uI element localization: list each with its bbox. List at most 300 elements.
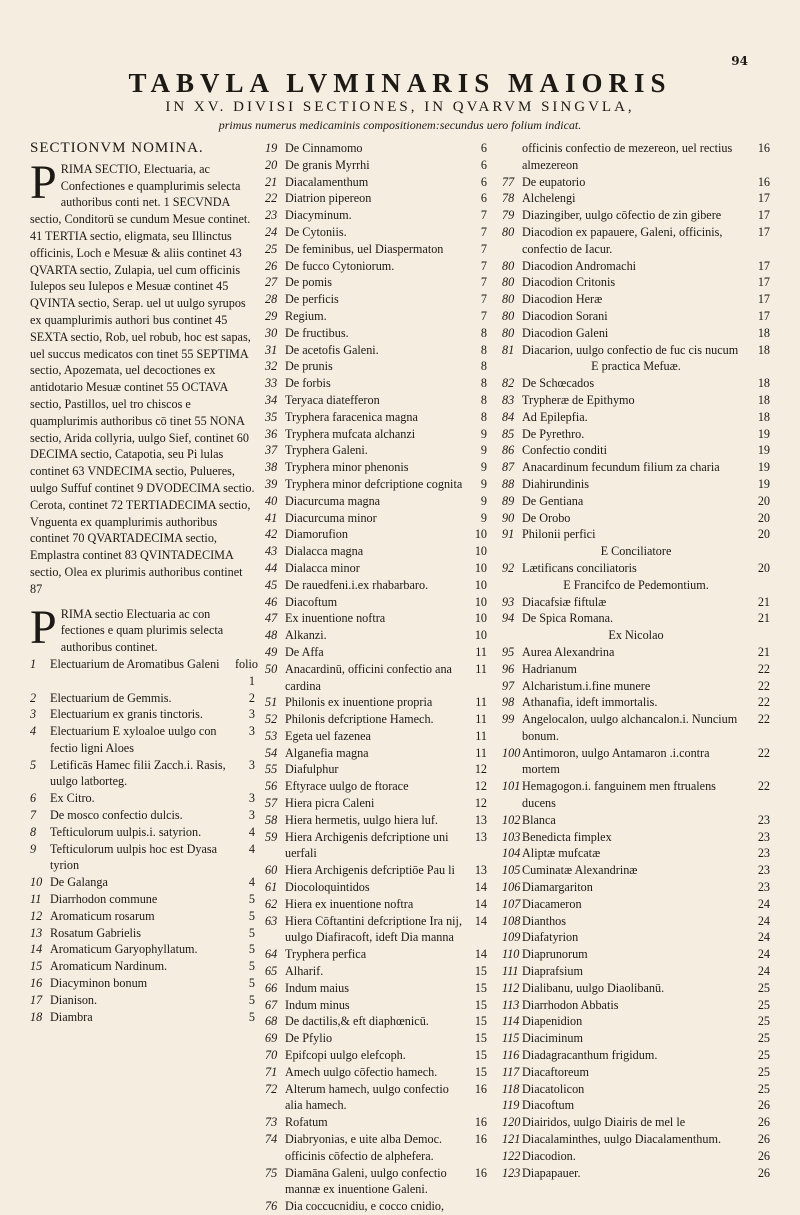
list-item (502, 375, 770, 392)
entry-folio: 14 (474, 896, 487, 911)
entry-title: Diamargariton (522, 880, 593, 895)
entry-number: 47 (265, 611, 278, 626)
entry-number: 6 (30, 791, 37, 806)
entry-number: 42 (265, 527, 278, 542)
entry-number: 114 (502, 1014, 520, 1029)
entry-folio: 4 (248, 841, 255, 856)
entry-number: 80 (502, 258, 515, 273)
entry-title: Diarrhodon Abbatis (522, 997, 619, 1012)
entry-title: Electuarium ex granis tinctoris. (50, 707, 203, 722)
entry-title: Diacalaminthes, uulgo Diacalamenthum. (522, 1132, 721, 1147)
entry-title: Diaprunorum (522, 947, 588, 962)
entry-title: De eupatorio (522, 174, 586, 189)
entry-number: 100 (502, 745, 521, 760)
entry-number: 54 (265, 745, 278, 760)
entry-folio: 9 (480, 510, 487, 525)
list-item (502, 694, 770, 711)
entry-folio: 5 (248, 959, 255, 974)
entry-number: 106 (502, 880, 521, 895)
entry-title: Diatrion pipereon (285, 191, 372, 206)
entry-title: Amech uulgo cōfectio hamech. (285, 1064, 438, 1079)
list-item (265, 1165, 487, 1199)
entry-number: 31 (265, 342, 278, 357)
entry-title: Tefticulorum uulpis.i. satyrion. (50, 824, 202, 839)
entry-number: 41 (265, 510, 278, 525)
entry-folio: 26 (757, 1148, 770, 1163)
entry-title: Diacoftum (285, 594, 338, 609)
list-item (502, 358, 770, 375)
list-item (502, 392, 770, 409)
entry-folio: 15 (474, 997, 487, 1012)
entry-title: Diazingiber, uulgo cōfectio de zin gibere (522, 208, 722, 223)
list-item (265, 1064, 487, 1081)
entry-title: Alkanzi. (285, 628, 327, 643)
entry-title: Diacameron (522, 896, 582, 911)
entry-number: 111 (502, 964, 519, 979)
entry-title: Alharif. (285, 964, 324, 979)
entry-list (265, 140, 487, 1215)
list-item (265, 577, 487, 594)
list-item (502, 862, 770, 879)
entry-folio: 7 (480, 275, 487, 290)
list-item (30, 874, 255, 891)
entry-number: 67 (265, 997, 278, 1012)
entry-number: 8 (30, 824, 37, 839)
entry-title: Diacodion Heræ (522, 292, 603, 307)
entry-number: 108 (502, 913, 521, 928)
entry-number: 26 (265, 258, 278, 273)
list-item (265, 913, 487, 947)
entry-number: 80 (502, 224, 515, 239)
entry-folio: 5 (248, 925, 255, 940)
entry-title: Hemagogon.i. fanguinem men ftrualens ducens (522, 779, 716, 811)
entry-title: Philonis defcriptione Hamech. (285, 712, 434, 727)
entry-folio: 24 (757, 896, 770, 911)
entry-title: Diabryonias, e uite alba Democ. officinis cōfectio de alphefera. (285, 1132, 443, 1163)
entry-number: 24 (265, 224, 278, 239)
entry-folio: 11 (475, 661, 487, 676)
list-item (265, 342, 487, 359)
list-item (502, 745, 770, 779)
list-item (502, 224, 770, 258)
entry-folio: 20 (757, 493, 770, 508)
list-item (265, 1081, 487, 1115)
entry-folio: 5 (248, 992, 255, 1007)
entry-folio: 26 (757, 1115, 770, 1130)
entry-title: Ad Epilepfia. (522, 409, 588, 424)
entry-number: 95 (502, 644, 515, 659)
entry-folio: 8 (480, 359, 487, 374)
entry-folio: 16 (474, 1165, 487, 1180)
list-item (502, 442, 770, 459)
entry-folio: 9 (480, 426, 487, 441)
entry-title: Teryaca diatefferon (285, 392, 380, 407)
list-item (265, 610, 487, 627)
entry-title: Rosatum Gabrielis (50, 925, 142, 940)
list-item (265, 1198, 487, 1215)
entry-title: Aromaticum Garyophyllatum. (50, 942, 198, 957)
list-item (502, 1097, 770, 1114)
entry-folio: folio 1 (235, 656, 259, 688)
entry-title: Blanca (522, 812, 556, 827)
list-item (265, 862, 487, 879)
entry-title: Diafulphur (285, 762, 339, 777)
entry-folio: 9 (480, 443, 487, 458)
entry-title: De Spica Romana. (522, 611, 614, 626)
entry-title: Ex inuentione noftra (285, 611, 386, 626)
entry-folio: 24 (757, 964, 770, 979)
list-item (265, 594, 487, 611)
entry-number: 71 (265, 1064, 278, 1079)
entry-folio: 16 (474, 1115, 487, 1130)
list-item (30, 841, 255, 875)
list-item (265, 157, 487, 174)
entry-title: Diapapauer. (522, 1165, 581, 1180)
entry-title: Letificās Hamec filii Zacch.i. Rasis, uulgo latborteg. (50, 757, 226, 789)
page-subtitle: IN XV. DIVISI SECTIONES, IN QVARVM SINGVLA, (165, 99, 635, 115)
entry-folio: 20 (757, 560, 770, 575)
entry-title: Diacaftoreum (522, 1064, 589, 1079)
entry-folio: 6 (480, 141, 487, 155)
list-item (502, 207, 770, 224)
list-item (502, 1165, 770, 1182)
entry-title: Tryphera perfica (285, 947, 367, 962)
entry-folio: 10 (474, 577, 487, 592)
entry-folio: 7 (480, 208, 487, 223)
entry-number: 117 (502, 1064, 520, 1079)
entry-number: 118 (502, 1081, 520, 1096)
entry-number: 98 (502, 695, 515, 710)
entry-title: Ex Citro. (50, 791, 95, 806)
entry-number: 56 (265, 779, 278, 794)
list-item (265, 409, 487, 426)
column-3 (502, 140, 770, 1181)
entry-folio: 21 (757, 611, 770, 626)
entry-folio: 22 (757, 712, 770, 727)
entry-title: E Francifco de Pedemontium. (563, 577, 709, 592)
entry-title: Diacyminon bonum (50, 976, 148, 991)
entry-title: Diacodion Sorani (522, 308, 608, 323)
entry-title: Diapenidion (522, 1014, 583, 1029)
entry-folio: 17 (757, 308, 770, 323)
entry-title: Dianthos (522, 913, 567, 928)
entry-title: Tryphera faracenica magna (285, 409, 418, 424)
list-item (265, 778, 487, 795)
entry-number: 51 (265, 695, 278, 710)
page-number: 94 (731, 54, 748, 68)
entry-number: 112 (502, 980, 520, 995)
entry-number: 123 (502, 1165, 521, 1180)
entry-folio: 23 (757, 880, 770, 895)
entry-folio: 22 (757, 745, 770, 760)
list-item (265, 274, 487, 291)
entry-title: E Conciliatore (600, 544, 672, 559)
entry-folio: 12 (474, 762, 487, 777)
entry-folio: 24 (757, 947, 770, 962)
list-item (502, 1047, 770, 1064)
list-item (502, 258, 770, 275)
list-item (265, 997, 487, 1014)
entry-folio: 2 (248, 690, 255, 705)
list-item (265, 241, 487, 258)
entry-title: E practica Mefuæ. (591, 359, 681, 374)
list-item (265, 207, 487, 224)
entry-number: 22 (265, 191, 278, 206)
entry-title: Confectio conditi (522, 443, 607, 458)
entry-number: 73 (265, 1115, 278, 1130)
entry-folio: 17 (757, 292, 770, 307)
list-item (265, 627, 487, 644)
entry-title: De acetofis Galeni. (285, 342, 379, 357)
entry-title: Tefticulorum uulpis hoc est Dyasa tyrion (50, 841, 218, 873)
list-item (265, 140, 487, 157)
entry-number: 37 (265, 443, 278, 458)
entry-title: Trypheræ de Epithymo (522, 392, 635, 407)
list-item (265, 1030, 487, 1047)
entry-title: Diamāna Galeni, uulgo confectio mannæ ex inuentione Galeni. (285, 1165, 447, 1197)
entry-title: Diacodion Galeni (522, 325, 609, 340)
list-item (265, 980, 487, 997)
entry-title: Eftyrace uulgo de ftorace (285, 779, 409, 794)
entry-title: Diacarion, uulgo confectio de fuc cis nucum (522, 342, 739, 357)
entry-number: 102 (502, 812, 521, 827)
entry-title: Diacurcuma magna (285, 493, 381, 508)
list-item (265, 543, 487, 560)
entry-title: Diacodion. (522, 1148, 576, 1163)
entry-title: De fucco Cytoniorum. (285, 258, 395, 273)
list-item (502, 610, 770, 627)
entry-number: 2 (30, 690, 37, 705)
entry-number: 82 (502, 376, 515, 391)
list-item (502, 342, 770, 359)
entry-number: 9 (30, 841, 37, 856)
entry-number: 69 (265, 1031, 278, 1046)
entry-title: Rofatum (285, 1115, 328, 1130)
list-item (30, 706, 255, 723)
list-item (265, 1047, 487, 1064)
entry-folio: 9 (480, 460, 487, 475)
list-item (502, 1064, 770, 1081)
entry-number: 53 (265, 728, 278, 743)
entry-number: 122 (502, 1148, 521, 1163)
entry-folio: 17 (757, 208, 770, 223)
entry-folio: 9 (480, 493, 487, 508)
entry-title: De granis Myrrhi (285, 157, 370, 172)
list-item (265, 1013, 487, 1030)
entry-folio: 23 (757, 829, 770, 844)
entry-number: 45 (265, 577, 278, 592)
entry-number: 7 (30, 808, 37, 823)
entry-folio: 14 (474, 880, 487, 895)
list-item (30, 925, 255, 942)
list-item (502, 1030, 770, 1047)
list-item (265, 946, 487, 963)
list-item (265, 526, 487, 543)
list-item (265, 711, 487, 728)
entry-title: Ex Nicolao (608, 628, 664, 643)
entry-folio: 11 (475, 644, 487, 659)
entry-folio: 19 (757, 443, 770, 458)
list-item (502, 459, 770, 476)
entry-number: 99 (502, 712, 515, 727)
list-item (30, 757, 255, 791)
entry-folio: 18 (757, 325, 770, 340)
entry-number: 104 (502, 846, 521, 861)
entry-title: De rauedfeni.i.ex rhabarbaro. (285, 577, 429, 592)
entry-title: De pomis (285, 275, 333, 290)
entry-number: 57 (265, 796, 278, 811)
page-subtitle-note: primus numerus medicaminis compositionem:secundus uero folium indicat. (218, 118, 582, 132)
entry-folio: 18 (757, 376, 770, 391)
entry-folio: 10 (474, 544, 487, 559)
entry-number: 29 (265, 308, 278, 323)
entry-title: Philonis ex inuentione propria (285, 695, 433, 710)
entry-folio: 15 (474, 1031, 487, 1046)
list-item (265, 325, 487, 342)
entry-number: 86 (502, 443, 515, 458)
sections-text: RIMA SECTIO, Electuaria, ac Confectiones e quamplurimis selecta authoribus conti net. 1 SECVNDA sectio, Conditorū se cundum Mesue continet. 41 TERTIA sectio, eligmata, seu Illinctus officinis, Loch e Mesuæ & aliis continet 43 QVARTA sectio, Zulapia, uel cum officinis Iulepos seu Iulepos e Mesuæ continet 45 QVINTA sectio, Serap. uel ut uulgo syrupos ex quamplurimis authori bus continet 45 SEXTA sectio, Rob, uel robub, hoc est sapas, uel succus medicatos con tinet 55 SEPTIMA sectio, Apozemata, uel decoctiones ex antidotario Mesuæ continet 55 OCTAVA sectio, Pastillos, uel tro chiscos e quamplurimis authoribus cō tinet 55 NONA sectio, Arida collyria, uulgo Sief, continet 60 DECIMA sectio, Catapotia, seu Pi lulas continet 63 VNDECIMA sectio, Pulueres, uulgo Suffuf continet 9 DVODECIMA sectio. Cerota, continet 72 TERTIADECIMA sectio, Vnguenta ex quamplurimis authoribus continet 70 QVARTADECIMA sectio, Emplastra continet 83 QVINTADECIMA sectio, Olea ex plurimis authoribus continet 87 (30, 161, 255, 596)
entry-title: Aurea Alexandrina (522, 644, 615, 659)
entry-number: 36 (265, 426, 278, 441)
entry-folio: 12 (474, 779, 487, 794)
entry-folio: 5 (248, 942, 255, 957)
entry-folio: 5 (248, 1009, 255, 1024)
list-item (502, 510, 770, 527)
entry-number: 1 (30, 656, 37, 671)
entry-folio: 22 (757, 779, 770, 794)
entry-folio: 8 (480, 392, 487, 407)
list-item (502, 913, 770, 930)
list-item (265, 442, 487, 459)
entry-folio: 6 (480, 191, 487, 206)
entry-number: 93 (502, 594, 515, 609)
list-item (502, 577, 770, 594)
entry-title: Dia coccucnidiu, e cocco cnidio, (285, 1199, 445, 1214)
entry-number: 87 (502, 460, 515, 475)
list-item (502, 308, 770, 325)
list-item (502, 426, 770, 443)
entry-list (502, 140, 770, 1181)
entry-title: De Affa (285, 644, 324, 659)
drop-cap: P (30, 600, 57, 654)
entry-number: 101 (502, 779, 521, 794)
entry-folio: 23 (757, 812, 770, 827)
sections-heading: SECTIONVM NOMINA. (30, 140, 204, 156)
entry-number: 23 (265, 208, 278, 223)
entry-number: 21 (265, 174, 278, 189)
entry-folio: 20 (757, 510, 770, 525)
list-item (265, 812, 487, 829)
entry-folio: 7 (480, 292, 487, 307)
entry-title: Egeta uel fazenea (285, 728, 371, 743)
entry-folio: 10 (474, 527, 487, 542)
list-item (265, 459, 487, 476)
list-item (30, 690, 255, 707)
entry-number: 46 (265, 594, 278, 609)
entry-number: 97 (502, 678, 515, 693)
list-item (502, 291, 770, 308)
list-item (502, 711, 770, 745)
list-item (502, 1148, 770, 1165)
entry-title: Diacyminum. (285, 208, 352, 223)
entry-folio: 15 (474, 1048, 487, 1063)
entry-number: 43 (265, 544, 278, 559)
entry-number: 34 (265, 392, 278, 407)
entry-number: 92 (502, 560, 515, 575)
entry-title: Diocoloquintidos (285, 880, 370, 895)
entry-title: Antimoron, uulgo Antamaron .i.contra mortem (522, 745, 710, 777)
entry-folio: 11 (475, 712, 487, 727)
entry-folio: 16 (474, 1081, 487, 1096)
entry-number: 77 (502, 174, 515, 189)
entry-title: De dactilis,& eft diaphœnicū. (285, 1014, 429, 1029)
entry-folio: 15 (474, 1064, 487, 1079)
entry-number: 115 (502, 1031, 520, 1046)
entry-folio: 23 (757, 846, 770, 861)
entry-title: De Orobo (522, 510, 571, 525)
list-item (502, 879, 770, 896)
list-item (30, 975, 255, 992)
list-item (502, 778, 770, 812)
entry-folio: 25 (757, 1048, 770, 1063)
list-item (30, 908, 255, 925)
entry-number: 80 (502, 325, 515, 340)
entry-number: 62 (265, 896, 278, 911)
entry-title: De Pfylio (285, 1031, 333, 1046)
entry-number: 28 (265, 292, 278, 307)
entry-title: De perficis (285, 292, 339, 307)
entry-title: De Pyrethro. (522, 426, 585, 441)
entry-title: Dianison. (50, 992, 98, 1007)
list-item (30, 958, 255, 975)
entry-title: De Galanga (50, 875, 108, 890)
list-item (265, 174, 487, 191)
entry-title: De Gentiana (522, 493, 584, 508)
entry-number: 81 (502, 342, 515, 357)
entry-number: 18 (30, 1009, 43, 1024)
entry-title: Tryphera Galeni. (285, 443, 368, 458)
entry-title: Anacardinū, officini confectio ana cardina (285, 661, 452, 693)
entry-number: 75 (265, 1165, 278, 1180)
entry-title: De prunis (285, 359, 333, 374)
entry-folio: 25 (757, 997, 770, 1012)
entry-folio: 14 (474, 913, 487, 928)
entry-number: 49 (265, 644, 278, 659)
list-item (30, 807, 255, 824)
entry-folio: 16 (757, 174, 770, 189)
entry-number: 94 (502, 611, 515, 626)
entry-folio: 7 (480, 258, 487, 273)
entry-number: 113 (502, 997, 520, 1012)
entry-folio: 11 (475, 745, 487, 760)
list-item (265, 358, 487, 375)
entry-title: Philonii perfici (522, 527, 596, 542)
entry-title: De fructibus. (285, 325, 349, 340)
entry-folio: 8 (480, 325, 487, 340)
entry-folio: 15 (474, 1014, 487, 1029)
list-item (265, 1131, 487, 1165)
entry-number: 110 (502, 947, 520, 962)
entry-number: 79 (502, 208, 515, 223)
entry-title: Lætificans conciliatoris (522, 560, 637, 575)
entry-title: Diarrhodon commune (50, 892, 158, 907)
list-item (265, 258, 487, 275)
list-item (265, 426, 487, 443)
entry-folio: 25 (757, 1064, 770, 1079)
entry-folio: 18 (757, 409, 770, 424)
entry-folio: 26 (757, 1098, 770, 1113)
entry-number: 44 (265, 560, 278, 575)
